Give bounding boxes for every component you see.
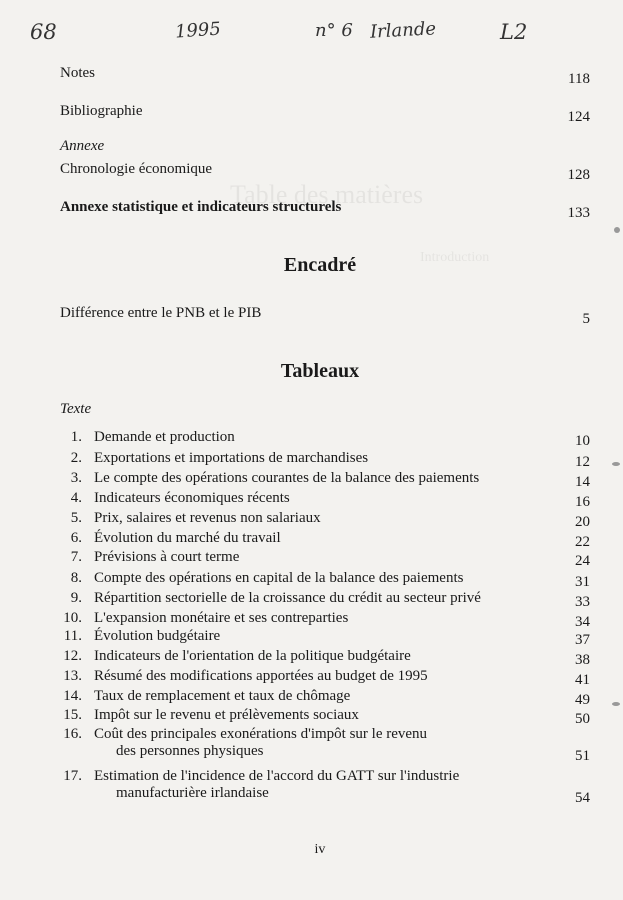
item-page: 54 xyxy=(575,790,590,806)
toc-entry-label: Annexe statistique et indicateurs structurels xyxy=(60,199,342,215)
item-number: 5. xyxy=(70,510,82,526)
toc-entry xyxy=(60,304,590,327)
item-page: 10 xyxy=(575,433,590,449)
toc-section-label xyxy=(60,137,590,155)
item-title: Impôt sur le revenu et prélèvements sociaux xyxy=(94,707,359,723)
item-page: 49 xyxy=(575,692,590,708)
item-page: 37 xyxy=(575,632,590,648)
list-item xyxy=(60,726,590,766)
item-page: 22 xyxy=(575,534,590,550)
toc-entry-label: Différence entre le PNB et le PIB xyxy=(60,305,262,321)
item-title: Indicateurs économiques récents xyxy=(94,490,290,506)
item-title-line1: Coût des principales exonérations d'impôt sur le revenu xyxy=(94,726,428,742)
item-page: 31 xyxy=(575,574,590,590)
toc-entry xyxy=(60,64,590,87)
item-title-line2: des personnes physiques xyxy=(116,743,264,759)
handwritten-issue: n° 6 xyxy=(315,20,353,41)
toc-entry-page: 5 xyxy=(582,311,590,327)
item-title: Taux de remplacement et taux de chômage xyxy=(94,688,351,704)
item-page: 14 xyxy=(575,474,590,490)
toc-entry xyxy=(60,102,590,125)
toc-entry-page: 128 xyxy=(567,167,590,183)
item-title: Évolution du marché du travail xyxy=(94,530,281,546)
toc-entry-label: Bibliographie xyxy=(60,103,143,119)
handwritten-country: Irlande xyxy=(369,18,437,43)
item-number: 4. xyxy=(70,490,82,506)
item-title: Compte des opérations en capital de la balance des paiements xyxy=(94,570,464,586)
item-page: 41 xyxy=(575,672,590,688)
item-title xyxy=(94,726,564,760)
item-title: Demande et production xyxy=(94,429,235,445)
subheading-texte: Texte xyxy=(60,401,92,417)
item-page: 20 xyxy=(575,514,590,530)
toc-entry xyxy=(60,198,590,221)
item-title: Prévisions à court terme xyxy=(94,549,240,565)
paper-speck xyxy=(612,702,620,706)
item-page: 50 xyxy=(575,711,590,727)
item-number: 11. xyxy=(63,628,82,644)
handwritten-annotation xyxy=(30,14,590,50)
item-title: Exportations et importations de marchandises xyxy=(94,450,369,466)
item-number: 16. xyxy=(63,726,82,742)
section-heading-encadre: Encadré xyxy=(283,254,357,276)
item-number: 2. xyxy=(70,450,82,466)
item-number: 9. xyxy=(70,590,82,606)
item-page: 33 xyxy=(575,594,590,610)
handwritten-number: 68 xyxy=(30,20,57,44)
item-title xyxy=(94,768,564,802)
page-number: iv xyxy=(314,842,326,857)
item-number: 17. xyxy=(63,768,82,784)
item-title: Le compte des opérations courantes de la balance des paiements xyxy=(94,470,480,486)
toc-entry-label: Annexe xyxy=(60,138,105,154)
list-item xyxy=(60,768,590,808)
handwritten-code: L2 xyxy=(500,20,528,44)
toc-entry-page: 124 xyxy=(567,109,590,125)
item-title: L'expansion monétaire et ses contreparties xyxy=(94,610,349,626)
item-number: 13. xyxy=(63,668,82,684)
item-page: 34 xyxy=(575,614,590,630)
item-number: 15. xyxy=(63,707,82,723)
handwritten-year: 1995 xyxy=(174,18,222,43)
item-title-line2: manufacturière irlandaise xyxy=(116,785,269,801)
item-number: 14. xyxy=(63,688,82,704)
item-number: 1. xyxy=(70,429,82,445)
toc-entry-label: Notes xyxy=(60,65,95,81)
item-title: Indicateurs de l'orientation de la politique budgétaire xyxy=(94,648,411,664)
item-title: Résumé des modifications apportées au budget de 1995 xyxy=(94,668,428,684)
item-title: Prix, salaires et revenus non salariaux xyxy=(94,510,321,526)
paper-speck xyxy=(612,462,620,466)
item-number: 7. xyxy=(70,549,82,565)
item-number: 10. xyxy=(63,610,82,626)
item-title-line1: Estimation de l'incidence de l'accord du GATT sur l'industrie xyxy=(94,768,460,784)
item-page: 24 xyxy=(575,553,590,569)
toc-entry xyxy=(60,160,590,183)
item-page: 16 xyxy=(575,494,590,510)
item-number: 8. xyxy=(70,570,82,586)
item-number: 12. xyxy=(63,648,82,664)
item-number: 6. xyxy=(70,530,82,546)
toc-entry-label: Chronologie économique xyxy=(60,161,213,177)
item-page: 12 xyxy=(575,454,590,470)
bleed-through: Table des matières xyxy=(230,180,424,209)
bleed-through: Introduction xyxy=(420,250,490,265)
item-title: Évolution budgétaire xyxy=(94,628,221,644)
paper-speck xyxy=(614,227,620,233)
item-page: 51 xyxy=(575,748,590,764)
item-title: Répartition sectorielle de la croissance du crédit au secteur privé xyxy=(94,590,481,606)
toc-entry-page: 118 xyxy=(568,71,590,87)
item-page: 38 xyxy=(575,652,590,668)
section-heading-tableaux: Tableaux xyxy=(280,360,360,382)
item-number: 3. xyxy=(70,470,82,486)
toc-entry-page: 133 xyxy=(567,205,590,221)
